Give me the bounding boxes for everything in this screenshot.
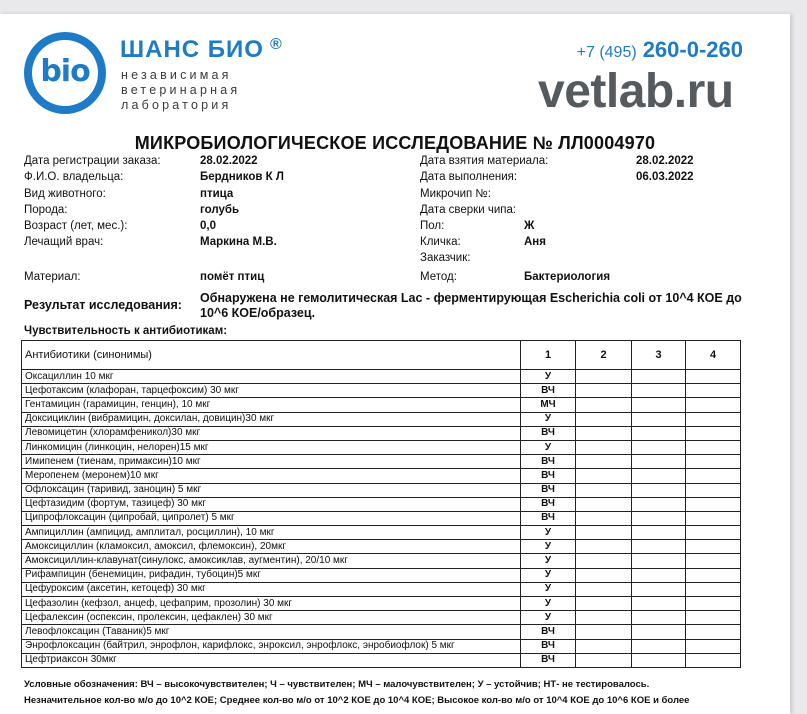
sensitivity-cell-empty xyxy=(576,597,632,611)
antibiotic-name: Цефтриаксон 30мкг xyxy=(22,653,521,667)
bio-logo xyxy=(24,32,106,114)
sensitivity-cell-empty xyxy=(632,511,686,525)
sensitivity-cell-empty xyxy=(686,384,741,398)
sensitivity-cell-empty xyxy=(632,568,686,582)
sensitivity-cell-empty xyxy=(576,639,632,653)
sensitivity-value: У xyxy=(521,597,576,611)
info-right-label: Пол: xyxy=(420,220,445,232)
legend-quantities: Незначительное кол-во м/о до 10^2 КОЕ; Среднее кол-во м/о от 10^2 КОЕ до 10^4 КОЕ; Высокое кол-во м/о от 10^4 КОЕ до 10^6 КОЕ и более xyxy=(24,695,690,706)
info-right-value: Ж xyxy=(524,220,535,232)
sensitivity-cell-empty xyxy=(686,483,741,497)
sensitivity-cell-empty xyxy=(686,611,741,625)
registered-mark: ® xyxy=(269,36,283,53)
antibiotic-name: Линкомицин (линкоцин, нелорен)15 мкг xyxy=(22,440,521,454)
antibiotic-name: Доксициклин (вибрамицин, доксилан, довицин)30 мкг xyxy=(22,412,521,426)
table-row xyxy=(22,412,741,426)
antibiotic-name: Оксациллин 10 мкг xyxy=(22,370,521,384)
sensitivity-cell-empty xyxy=(632,653,686,667)
table-row xyxy=(22,497,741,511)
sensitivity-cell-empty xyxy=(576,412,632,426)
sensitivity-value: У xyxy=(521,582,576,596)
sensitivity-cell-empty xyxy=(686,469,741,483)
table-row xyxy=(22,597,741,611)
sensitivity-cell-empty xyxy=(632,370,686,384)
info-left-label: Порода: xyxy=(24,204,68,216)
result-text: Обнаружена не гемолитическая Lac - ферментирующая Escherichia coli от 10^4 КОЕ до 10^6 КОЕ/образец. xyxy=(200,291,742,320)
sensitivity-value: ВЧ xyxy=(521,653,576,667)
sensitivity-value: ВЧ xyxy=(521,455,576,469)
material-label: Материал: xyxy=(24,271,81,283)
info-right-label: Кличка: xyxy=(420,236,461,248)
antibiotic-name: Ампициллин (ампицид, амплитал, росциллин), 10 мкг xyxy=(22,526,521,540)
info-left-label: Вид животного: xyxy=(24,188,106,200)
sensitivity-cell-empty xyxy=(576,398,632,412)
sensitivity-cell-empty xyxy=(686,554,741,568)
antibiotic-name: Левомицетин (хлорамфеникол)30 мкг xyxy=(22,426,521,440)
sensitivity-cell-empty xyxy=(686,412,741,426)
antibiotics-table xyxy=(21,340,741,668)
sensitivity-cell-empty xyxy=(576,568,632,582)
sensitivity-value: У xyxy=(521,540,576,554)
sensitivity-cell-empty xyxy=(576,625,632,639)
sensitivity-cell-empty xyxy=(686,625,741,639)
sensitivity-cell-empty xyxy=(686,426,741,440)
sensitivity-cell-empty xyxy=(632,526,686,540)
table-header-row xyxy=(22,341,741,370)
antibiotic-name: Цефазолин (кефзол, анцеф, цефаприм, прозолин) 30 мкг xyxy=(22,597,521,611)
sensitivity-cell-empty xyxy=(686,582,741,596)
table-row xyxy=(22,511,741,525)
website: vetlab.ru xyxy=(538,65,734,118)
method-label: Метод: xyxy=(420,271,457,283)
sensitivity-cell-empty xyxy=(632,554,686,568)
sensitivity-cell-empty xyxy=(686,511,741,525)
sensitivity-cell-empty xyxy=(686,497,741,511)
sensitivity-cell-empty xyxy=(632,483,686,497)
table-row xyxy=(22,426,741,440)
table-row xyxy=(22,370,741,384)
sensitivity-cell-empty xyxy=(632,469,686,483)
column-header: 2 xyxy=(576,341,632,370)
sensitivity-cell-empty xyxy=(632,582,686,596)
table-row xyxy=(22,568,741,582)
sensitivity-cell-empty xyxy=(576,554,632,568)
brand-title: ШАНС БИО xyxy=(120,36,264,63)
info-left-label: Возраст (лет, мес.): xyxy=(24,220,128,232)
antibiotic-name: Имипенем (тиенам, примаксин)10 мкг xyxy=(22,455,521,469)
sensitivity-cell-empty xyxy=(686,540,741,554)
column-header: 1 xyxy=(521,341,576,370)
sensitivity-value: У xyxy=(521,568,576,582)
sensitivity-cell-empty xyxy=(632,398,686,412)
sensitivity-cell-empty xyxy=(576,540,632,554)
antibiotic-name: Цефтазидим (фортум, тазицеф) 30 мкг xyxy=(22,497,521,511)
sensitivity-cell-empty xyxy=(576,455,632,469)
antibiotic-name: Офлоксацин (таривид, заноцин) 5 мкг xyxy=(22,483,521,497)
info-left-value: птица xyxy=(200,188,234,200)
brand-name xyxy=(120,36,283,64)
sensitivity-cell-empty xyxy=(576,440,632,454)
sensitivity-cell-empty xyxy=(632,412,686,426)
info-left-label: Ф.И.О. владельца: xyxy=(24,171,124,183)
sensitivity-value: У xyxy=(521,440,576,454)
antibiotic-name: Цефуроксим (аксетин, кетоцеф) 30 мкг xyxy=(22,582,521,596)
info-left-value: Маркина М.В. xyxy=(200,236,277,248)
sensitivity-cell-empty xyxy=(576,497,632,511)
table-row xyxy=(22,384,741,398)
legend-symbols: Условные обозначения: ВЧ – высокочувствителен; Ч – чувствителен; МЧ – малочувствителен; У – устойчив; НТ- не тестировалось. xyxy=(24,679,650,690)
brand-tagline xyxy=(121,68,291,113)
antibiotic-name: Амоксициллин-клавунат(синулокс, амоксиклав, аугментин), 20/10 мкг xyxy=(22,554,521,568)
table-row xyxy=(22,455,741,469)
info-left-label: Дата регистрации заказа: xyxy=(24,155,161,167)
table-row xyxy=(22,554,741,568)
sensitivity-cell-empty xyxy=(686,597,741,611)
sensitivity-value: У xyxy=(521,611,576,625)
sensitivity-cell-empty xyxy=(576,370,632,384)
sensitivity-cell-empty xyxy=(632,455,686,469)
phone-code: +7 (495) xyxy=(576,44,637,61)
table-row xyxy=(22,625,741,639)
info-left-value: 28.02.2022 xyxy=(200,155,258,167)
info-right-value: 28.02.2022 xyxy=(636,155,694,167)
sensitivity-cell-empty xyxy=(632,384,686,398)
column-header: Антибиотики (синонимы) xyxy=(22,341,521,370)
sensitivity-value: ВЧ xyxy=(521,469,576,483)
material-value: помёт птиц xyxy=(200,271,265,283)
table-row xyxy=(22,440,741,454)
column-header: 4 xyxy=(686,341,741,370)
antibiotic-name: Меропенем (меронем)10 мкг xyxy=(22,469,521,483)
sensitivity-cell-empty xyxy=(576,526,632,540)
sensitivity-cell-empty xyxy=(686,653,741,667)
sensitivity-value: ВЧ xyxy=(521,625,576,639)
info-left-label: Лечащий врач: xyxy=(24,236,104,248)
sensitivity-value: У xyxy=(521,526,576,540)
table-row xyxy=(22,639,741,653)
sensitivity-value: ВЧ xyxy=(521,426,576,440)
table-row xyxy=(22,398,741,412)
sensitivity-title: Чувствительность к антибиотикам: xyxy=(24,325,228,337)
info-right-label: Дата сверки чипа: xyxy=(420,204,517,216)
sensitivity-cell-empty xyxy=(632,625,686,639)
sensitivity-cell-empty xyxy=(632,540,686,554)
sensitivity-value: ВЧ xyxy=(521,511,576,525)
info-right-label: Дата выполнения: xyxy=(420,171,518,183)
sensitivity-cell-empty xyxy=(576,582,632,596)
sensitivity-cell-empty xyxy=(576,384,632,398)
column-header: 3 xyxy=(632,341,686,370)
table-row xyxy=(22,469,741,483)
method-value: Бактериология xyxy=(524,271,611,283)
document-title: МИКРОБИОЛОГИЧЕСКОЕ ИССЛЕДОВАНИЕ № ЛЛ0004970 xyxy=(134,133,656,153)
sensitivity-cell-empty xyxy=(632,611,686,625)
sensitivity-cell-empty xyxy=(576,426,632,440)
sensitivity-value: ВЧ xyxy=(521,497,576,511)
info-left-value: голубь xyxy=(200,204,240,216)
phone-main: 260-0-260 xyxy=(642,37,743,62)
sensitivity-cell-empty xyxy=(576,653,632,667)
sensitivity-value: У xyxy=(521,554,576,568)
info-right-label: Дата взятия материала: xyxy=(420,155,549,167)
table-row xyxy=(22,653,741,667)
info-right-value: 06.03.2022 xyxy=(636,171,694,183)
phone-number xyxy=(577,37,743,63)
sensitivity-cell-empty xyxy=(686,455,741,469)
tagline-line-1: независимая xyxy=(121,68,232,82)
viewer-top-strip xyxy=(0,0,807,14)
info-left-value: 0,0 xyxy=(200,220,216,232)
antibiotic-name: Левофлоксацин (Таваник)5 мкг xyxy=(22,625,521,639)
sensitivity-value: ВЧ xyxy=(521,384,576,398)
info-right-label: Заказчик: xyxy=(420,252,471,264)
sensitivity-cell-empty xyxy=(686,440,741,454)
sensitivity-cell-empty xyxy=(632,497,686,511)
sensitivity-value: МЧ xyxy=(521,398,576,412)
sensitivity-cell-empty xyxy=(686,526,741,540)
table-row xyxy=(22,526,741,540)
table-row xyxy=(22,540,741,554)
tagline-line-2: ветеринарная xyxy=(121,83,241,97)
tagline-line-3: лаборатория xyxy=(121,98,232,112)
antibiotic-name: Рифампицин (бенемицин, рифадин, тубоцин)5 мкг xyxy=(22,568,521,582)
sensitivity-cell-empty xyxy=(686,370,741,384)
antibiotic-name: Амоксициллин (кламоксил, амоксил, флемоксин), 20мкг xyxy=(22,540,521,554)
table-row xyxy=(22,582,741,596)
info-left-value: Бердников К Л xyxy=(200,171,284,183)
sensitivity-cell-empty xyxy=(686,398,741,412)
sensitivity-cell-empty xyxy=(686,568,741,582)
antibiotic-name: Ципрофлоксацин (ципробай, ципролет) 5 мкг xyxy=(22,511,521,525)
logo-text: bio xyxy=(40,54,90,89)
sensitivity-cell-empty xyxy=(576,511,632,525)
sensitivity-cell-empty xyxy=(632,426,686,440)
table-row xyxy=(22,611,741,625)
info-right-value: Аня xyxy=(524,236,546,248)
info-right-label: Микрочип №: xyxy=(420,188,491,200)
sensitivity-value: ВЧ xyxy=(521,639,576,653)
antibiotic-name: Цефотаксим (клафоран, тарцефоксим) 30 мкг xyxy=(22,384,521,398)
sensitivity-cell-empty xyxy=(632,597,686,611)
sensitivity-value: ВЧ xyxy=(521,483,576,497)
antibiotic-name: Цефалексин (оспексин, пролексин, цефаклен) 30 мкг xyxy=(22,611,521,625)
sensitivity-value: У xyxy=(521,370,576,384)
sensitivity-cell-empty xyxy=(686,639,741,653)
sensitivity-value: У xyxy=(521,412,576,426)
table-row xyxy=(22,483,741,497)
antibiotic-name: Гентамицин (гарамицин, генцин), 10 мкг xyxy=(22,398,521,412)
sensitivity-cell-empty xyxy=(632,440,686,454)
antibiotic-name: Энрофлоксацин (байтрил, энрофлон, карифлокс, энроксил, энрофлокс, энробиофлок) 5 мкг xyxy=(22,639,521,653)
result-label: Результат исследования: xyxy=(24,298,182,312)
sensitivity-cell-empty xyxy=(576,611,632,625)
sensitivity-cell-empty xyxy=(576,483,632,497)
sensitivity-cell-empty xyxy=(632,639,686,653)
sensitivity-cell-empty xyxy=(576,469,632,483)
